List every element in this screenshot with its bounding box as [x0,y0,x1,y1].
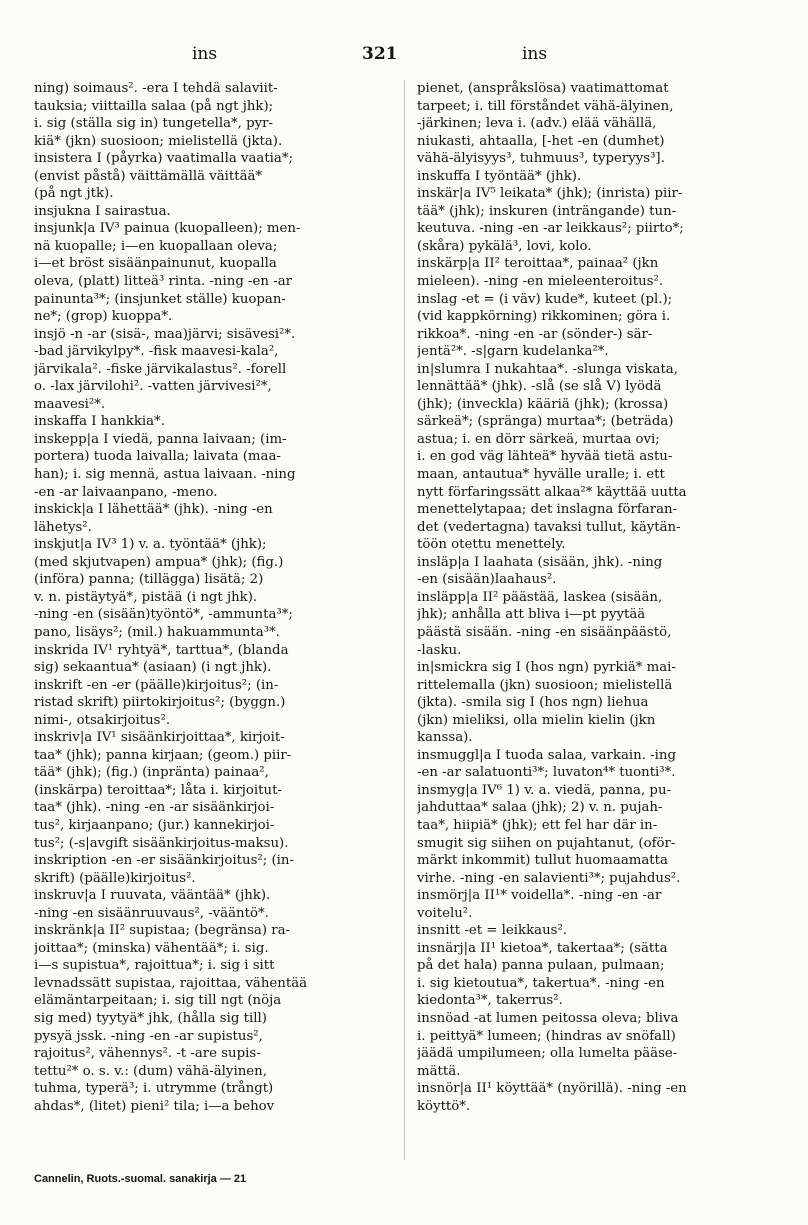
text-line: v. n. pistäytyä*, pistää (i ngt jhk). [34,589,258,605]
text-line: i. en god väg lähteä* hyvää tietä astu- [417,449,673,465]
text-line: mieleen). -ning -en mieleenteroitus². [417,274,664,290]
text-line: inskepp|a I viedä, panna laivaan; (im- [34,431,287,447]
text-line: insnitt -et = leikkaus². [417,923,568,939]
text-line: inskaffa I hankkia*. [34,414,165,430]
text-line: i. sig kietoutua*, takertua*. -ning -en [417,975,665,991]
column-divider [404,80,405,1160]
text-line: töön otettu menettely. [417,537,566,553]
text-line: (jhk); (inveckla) kääriä (jhk); (krossa) [417,396,669,412]
text-line: -ning -en (sisään)työntö*, -ammunta³*; [34,607,293,623]
text-line: levnadssätt supistaa, rajoittaa, vähentää [34,975,308,991]
text-line: oleva, (platt) litteä³ rinta. -ning -en -ar [34,274,292,290]
text-line: insläp|a I laahata (sisään, jhk). -ning [417,554,663,570]
text-line: sig) sekaantua* (asiaan) (i ngt jhk). [34,660,272,676]
text-line: in|smickra sig I (hos ngn) pyrkiä* mai- [417,660,676,676]
text-line: ne*; (grop) kuoppa*. [34,309,173,325]
text-line: inskärp|a II² teroittaa*, painaa² (jkn [417,256,659,272]
text-line: insmuggl|a I tuoda salaa, varkain. -ing [417,747,676,763]
text-line: järvikala². -fiske järvikalastus². -forell [34,361,287,377]
text-line: tää* (jhk); inskuren (inträngande) tun- [417,203,677,219]
text-line: insjö -n -ar (sisä-, maa)järvi; sisävesi²*. [34,326,296,342]
printer-signature-line: Cannelin, Ruots.-suomal. sanakirja — 21 [34,1173,247,1185]
text-line: insjunk|a IV³ painua (kuopalleen); men- [34,221,301,237]
text-line: inskrift -en -er (päälle)kirjoitus²; (in- [34,677,279,693]
text-line: ning) soimaus². -era I tehdä salaviit- [34,81,278,96]
text-line: märkt inkommit) tullut huomaamatta [417,853,668,869]
text-line: kanssa). [417,730,473,746]
text-line: rittelemalla (jkn) suosioon; mielistellä [417,677,673,693]
page-header [0,44,808,68]
text-line: (jkta). -smila sig I (hos ngn) liehua [417,695,649,711]
text-line: i—et bröst sisäänpainunut, kuopalla [34,256,277,272]
text-line: kiä* (jkn) suosioon; mielistellä (jkta). [34,133,283,149]
text-line: insnärj|a II¹ kietoa*, takertaa*; (sätta [417,940,668,956]
text-line: rajoitus², vähennys². -t -are supis- [34,1046,261,1062]
text-line: -en -ar salatuonti³*; luvaton⁴* tuonti³*. [417,765,676,781]
text-line: pysyä jssk. -ning -en -ar supistus², [34,1028,263,1044]
text-line: vähä-älyisyys³, tuhmuus³, typeryys³]. [417,151,665,167]
text-line: inskränk|a II² supistaa; (begränsa) ra- [34,923,291,939]
text-line: särkeä*; (spränga) murtaa*; (beträda) [417,414,674,430]
text-line: ahdas*, (litet) pieni² tila; i—a behov [34,1098,275,1114]
text-line: rikkoa*. -ning -en -ar (sönder-) sär- [417,326,653,342]
text-line: kiedonta³*, takerrus². [417,993,563,1009]
text-line: -lasku. [417,642,462,658]
text-line: astua; i. en dörr särkeä, murtaa ovi; [417,431,660,447]
text-line: insnör|a II¹ köyttää* (nyörillä). -ning -en [417,1081,687,1097]
text-line: keutuva. -ning -en -ar leikkaus²; piirto*; [417,221,684,237]
text-line: lennättää* (jhk). -slå (se slå V) lyödä [417,379,662,395]
text-line: jentä²*. -s|garn kudelanka²*. [417,344,609,360]
text-line: tus², kirjaanpano; (jur.) kannekirjoi- [34,817,275,833]
text-line: menettelytapaa; det inslagna förfaran- [417,502,678,518]
text-line: nä kuopalle; i—en kuopallaan oleva; [34,238,278,254]
text-line: inskjut|a IV³ 1) v. a. työntää* (jhk); [34,537,267,553]
text-line: insjukna I sairastua. [34,203,171,219]
text-line: (skåra) pykälä³, lovi, kolo. [417,238,592,254]
text-line: jhk); anhålla att bliva i—pt pyytää [417,607,646,623]
page-number: 321 [362,44,398,64]
text-line: -järkinen; leva i. (adv.) elää vähällä, [417,116,657,132]
text-line: insmyg|a IV⁶ 1) v. a. viedä, panna, pu- [417,782,672,798]
left-column [34,80,368,1115]
text-line: niukasti, ahtaalla, [-het -en (dumhet) [417,133,665,149]
text-line: tettu²* o. s. v.: (dum) vähä-älyinen, [34,1063,267,1079]
text-line: inskriv|a IV¹ sisäänkirjoittaa*, kirjoit- [34,730,285,746]
header-left-guide-word: ins [192,44,218,64]
text-line: o. -lax järvilohi². -vatten järvivesi²*, [34,379,272,395]
text-line: in|slumra I nukahtaa*. -slunga viskata, [417,361,678,377]
text-line: virhe. -ning -en salavienti³*; pujahdus². [417,870,681,886]
text-line: tuhma, typerä³; i. utrymme (trångt) [34,1081,274,1097]
text-line: smugit sig siihen on pujahtanut, (oför- [417,835,676,851]
text-line: i—s supistua*, rajoittua*; i. sig i sitt [34,958,275,974]
text-line: inskruv|a I ruuvata, vääntää* (jhk). [34,888,271,904]
text-line: inskription -en -er sisäänkirjoitus²; (in- [34,853,294,869]
text-line: -bad järvikylpy*. -fisk maavesi-kala², [34,344,279,360]
text-line: inskuffa I työntää* (jhk). [417,168,582,184]
text-line: elämäntarpeitaan; i. sig till ngt (nöja [34,993,282,1009]
text-line: voitelu². [417,905,473,921]
header-right-guide-word: ins [522,44,548,64]
text-line: han); i. sig mennä, astua laivaan. -ning [34,467,296,483]
text-line: tarpeet; i. till förståndet vähä-älyinen, [417,98,674,114]
text-line: tauksia; viittailla salaa (på ngt jhk); [34,98,274,114]
text-line: insnöad -at lumen peitossa oleva; bliva [417,1010,679,1026]
text-line: ristad skrift) piirtokirjoitus²; (byggn.) [34,695,286,711]
text-line: portera) tuoda laivalla; laivata (maa- [34,449,281,465]
text-line: joittaa*; (minska) vähentää*; i. sig. [34,940,269,956]
text-line: jahduttaa* salaa (jhk); 2) v. n. pujah- [417,800,663,816]
right-column [417,80,751,1115]
text-line: (envist påstå) väittämällä väittää* [34,168,263,184]
text-line: tää* (jhk); (fig.) (inpränta) painaa², [34,765,269,781]
text-line: pienet, (anspråkslösa) vaatimattomat [417,81,669,96]
text-line: i. peittyä* lumeen; (hindras av snöfall) [417,1028,676,1044]
text-line: -ning -en sisäänruuvaus², -vääntö*. [34,905,269,921]
text-line: päästä sisään. -ning -en sisäänpäästö, [417,624,672,640]
text-line: maavesi²*. [34,396,106,412]
text-line: insläpp|a II² päästää, laskea (sisään, [417,589,663,605]
text-line: (inskärpa) teroittaa*; låta i. kirjoitut- [34,782,282,798]
text-line: nytt förfaringssätt alkaa²* käyttää uutta [417,484,687,500]
text-line: skrift) (päälle)kirjoitus². [34,870,196,886]
text-line: taa* (jhk); panna kirjaan; (geom.) piir- [34,747,292,763]
text-line: -en (sisään)laahaus². [417,572,557,588]
text-line: lähetys². [34,519,92,535]
text-line: nimi-, otsakirjoitus². [34,712,171,728]
text-line: mättä. [417,1063,461,1079]
text-line: taa* (jhk). -ning -en -ar sisäänkirjoi- [34,800,275,816]
text-line: det (vedertagna) tavaksi tullut, käytän- [417,519,681,535]
text-line: köyttö*. [417,1098,471,1114]
text-line: (på ngt jtk). [34,186,114,202]
text-line: taa*, hiipiä* (jhk); ett fel har där in- [417,817,658,833]
text-line: (jkn) mieliksi, olla mielin kielin (jkn [417,712,656,728]
text-line: jäädä umpilumeen; olla lumelta pääse- [417,1046,678,1062]
text-line: inskrida IV¹ ryhtyä*, tarttua*, (blanda [34,642,289,658]
text-line: på det hala) panna pulaan, pulmaan; [417,958,665,974]
text-line: (vid kappkörning) rikkominen; göra i. [417,309,671,325]
text-line: inslag -et = (i väv) kude*, kuteet (pl.); [417,291,673,307]
text-line: pano, lisäys²; (mil.) hakuammunta³*. [34,624,280,640]
text-line: (införa) panna; (tillägga) lisätä; 2) [34,572,264,588]
text-line: i. sig (ställa sig in) tungetella*, pyr- [34,116,273,132]
text-line: painunta³*; (insjunket ställe) kuopan- [34,291,286,307]
text-line: inskick|a I lähettää* (jhk). -ning -en [34,502,273,518]
text-line: inskär|a IV⁵ leikata* (jhk); (inrista) piir- [417,186,683,202]
text-line: tus²; (-s|avgift sisäänkirjoitus-maksu). [34,835,289,851]
text-line: -en -ar laivaanpano, -meno. [34,484,218,500]
text-line: insmörj|a II¹* voidella*. -ning -en -ar [417,888,662,904]
text-line: (med skjutvapen) ampua* (jhk); (fig.) [34,554,284,570]
text-line: maan, antautua* hyvälle uralle; i. ett [417,467,665,483]
text-line: insistera I (påyrka) vaatimalla vaatia*; [34,151,293,167]
text-line: sig med) tyytyä* jhk, (hålla sig till) [34,1010,267,1026]
